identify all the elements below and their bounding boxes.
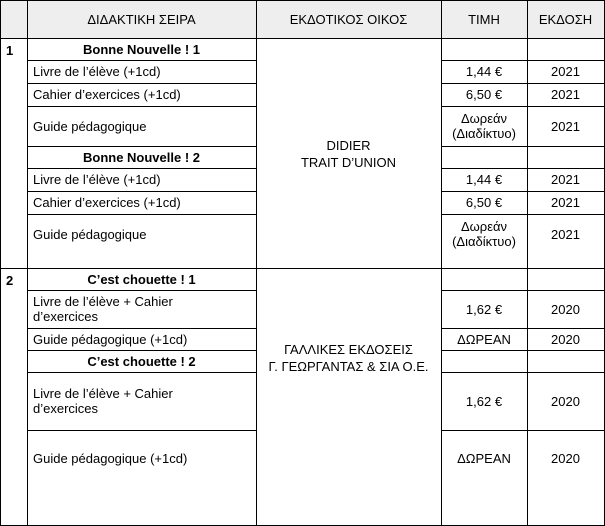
book-title: Livre de l’élève (+1cd) — [33, 172, 161, 187]
item-rule — [27, 106, 256, 107]
book-price: 6,50 € — [465, 87, 503, 102]
item-rule — [441, 350, 604, 351]
item-rule — [27, 83, 256, 84]
section-rule — [27, 290, 256, 291]
book-title: Guide pédagogique — [33, 227, 147, 242]
book-price: 6,50 € — [465, 195, 503, 210]
book-year: 2021 — [551, 195, 580, 210]
header-edition: ΕΚΔΟΣΗ — [538, 12, 593, 27]
item-rule — [441, 146, 604, 147]
col-rule-series — [256, 0, 257, 525]
book-title: Guide pédagogique (+1cd) — [33, 451, 188, 466]
item-rule — [27, 430, 256, 431]
publisher-line: DIDIER — [326, 138, 371, 153]
item-rule — [441, 191, 604, 192]
item-rule — [27, 328, 256, 329]
section-rule — [441, 290, 604, 291]
book-title: Livre de l’élève (+1cd) — [33, 64, 161, 79]
section-title: Bonne Nouvelle ! 2 — [82, 150, 201, 165]
book-year: 2021 — [551, 87, 580, 102]
table-top-rule — [0, 0, 605, 1]
book-title: Guide pédagogique (+1cd) — [33, 332, 188, 347]
item-rule — [27, 191, 256, 192]
section-rule — [441, 60, 604, 61]
item-rule — [27, 146, 256, 147]
group-rule — [0, 268, 605, 269]
item-rule — [441, 83, 604, 84]
col-rule-number — [27, 0, 28, 525]
book-title: Cahier d’exercices (+1cd) — [33, 195, 181, 210]
book-price: 1,62 € — [465, 394, 503, 409]
group-number: 1 — [6, 43, 14, 58]
book-year: 2020 — [551, 451, 580, 466]
book-year: 2021 — [551, 119, 580, 134]
item-rule — [441, 430, 604, 431]
group-number: 2 — [6, 273, 14, 288]
book-title: Guide pédagogique — [33, 119, 147, 134]
section-rule — [27, 168, 256, 169]
book-title: Livre de l’élève + Cahier d’exercices — [33, 386, 173, 416]
section-title: C’est chouette ! 2 — [87, 354, 196, 369]
section-rule — [441, 168, 604, 169]
book-price: 1,44 € — [465, 64, 503, 79]
item-rule — [441, 328, 604, 329]
section-title: Bonne Nouvelle ! 1 — [82, 42, 201, 57]
book-price: 1,62 € — [465, 302, 503, 317]
item-rule — [27, 350, 256, 351]
book-year: 2021 — [551, 227, 580, 242]
header-publisher: ΕΚΔΟΤΙΚΟΣ ΟΙΚΟΣ — [289, 12, 408, 27]
header-series: ΔΙΔΑΚΤΙΚΗ ΣΕΙΡΑ — [87, 12, 196, 27]
book-year: 2021 — [551, 64, 580, 79]
book-year: 2020 — [551, 332, 580, 347]
item-rule — [441, 214, 604, 215]
publisher-line: Γ. ΓΕΩΡΓΑΝΤΑΣ & ΣΙΑ Ο.Ε. — [268, 359, 429, 374]
header-bottom-rule — [0, 38, 605, 39]
book-price: Δωρεάν (Διαδίκτυο) — [452, 111, 516, 141]
book-year: 2020 — [551, 394, 580, 409]
section-title: C’est chouette ! 1 — [87, 272, 196, 287]
book-price: ΔΩΡΕΑΝ — [457, 332, 511, 347]
book-price: Δωρεάν (Διαδίκτυο) — [452, 219, 516, 249]
section-rule — [27, 60, 256, 61]
item-rule — [27, 214, 256, 215]
book-title: Cahier d’exercices (+1cd) — [33, 87, 181, 102]
publisher-line: ΓΑΛΛΙΚΕΣ ΕΚΔΟΣΕΙΣ — [284, 342, 413, 357]
book-year: 2021 — [551, 172, 580, 187]
book-price: 1,44 € — [465, 172, 503, 187]
header-price: ΤΙΜΗ — [468, 12, 500, 27]
publisher-line: TRAIT D’UNION — [300, 155, 397, 170]
book-year: 2020 — [551, 302, 580, 317]
table-left-rule — [0, 0, 1, 525]
section-rule — [27, 372, 256, 373]
book-price: ΔΩΡΕΑΝ — [457, 451, 511, 466]
item-rule — [441, 106, 604, 107]
book-title: Livre de l’élève + Cahier d’exercices — [33, 294, 173, 324]
section-rule — [441, 372, 604, 373]
